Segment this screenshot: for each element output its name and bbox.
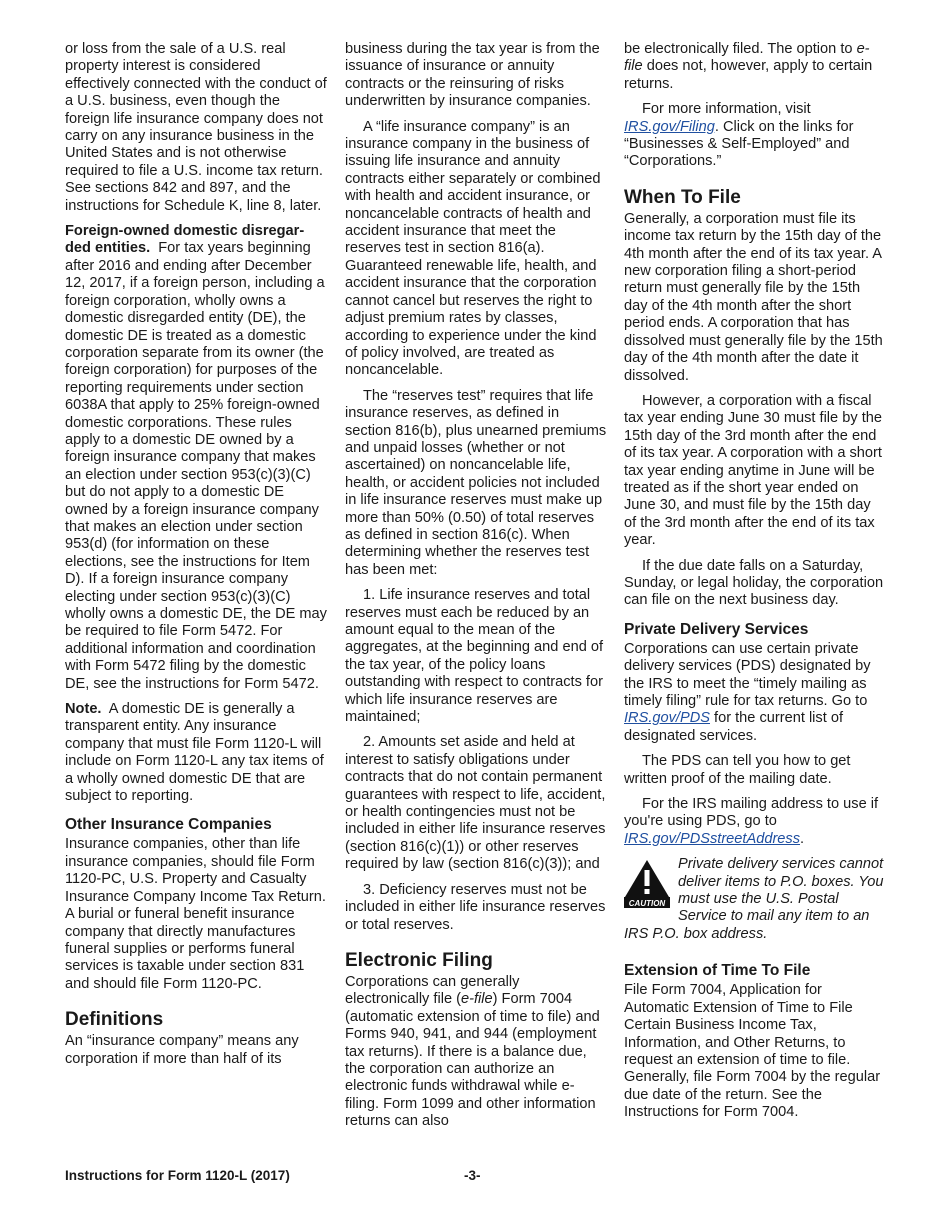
paragraph: However, a corporation with a fiscal tax year ending June 30 must file by the 15th day of the 3rd month after the end of its tax year. A corporation with a short tax year ending anytime in June will be treated as if the short year ended on June 30, and must file by the 15th day of the 3rd month after the end of its tax year. <box>624 392 882 549</box>
irs-pds-link[interactable]: IRS.gov/PDS <box>624 710 710 727</box>
paragraph: If the due date falls on a Saturday, Sunday, or legal holiday, the corporation can file on the next business day. <box>624 557 884 609</box>
section-heading: Other Insurance Companies <box>65 816 272 834</box>
paragraph: For the IRS mailing address to use if you're using PDS, go to IRS.gov/PDSstreetAddress. <box>624 796 879 847</box>
irs-pds-street-address-link[interactable]: IRS.gov/PDSstreetAddress <box>624 830 801 847</box>
paragraph: For more information, visit IRS.gov/Filing. Click on the links for “Businesses & Self-Employed” and “Corporations.” <box>624 101 854 170</box>
paragraph: Generally, a corporation must file its income tax return by the 15th day of the 4th month after the end of its tax year. A new corporation filing a short-period return must generally file by the 15th day of the 4th month after the short period ends. A corporation that has dissolved must generally file by the 15th day of the 4th month after the date it dissolved. <box>624 210 883 384</box>
paragraph: Foreign-owned domestic disregar-ded entities. For tax years beginning after 2016 and ending after December 12, 2017, if a foreign person, including a foreign corporation, wholly owns a domestic disregarded entity (DE), the domestic DE is treated as a domestic corporation separate from its owner (the foreign corporation) for purposes of the reporting requirements under section 6038A that apply to 25% foreign-owned domestic corporations. These rules apply to a domestic DE owned by a foreign insurance company that makes an election under section 953(c)(3)(C) but do not apply to a domestic DE owned by a foreign insurance company that makes an election under section 953(d) (for information on these elections, see the instructions for Item D). If a foreign insurance company electing under section 953(c)(3)(C) wholly owns a domestic DE, the DE may be required to file Form 5472. For additional information and coordination with Form 5472 filing by the domestic DE, see the instructions for Form 5472. <box>65 223 327 692</box>
paragraph: The “reserves test” requires that life insurance reserves, as defined in section 816(b), plus unearned premiums and unpaid losses (whether or not ascertained) on noncancelable life, health, or accident policies not included in life insurance reserves must make up more than 50% (0.50) of total reserves as defined in section 816(c). When determining whether the reserves test has been met: <box>345 387 607 578</box>
section-heading: Electronic Filing <box>345 949 493 971</box>
run-in-heading: Note. <box>65 701 102 718</box>
run-in-heading: Foreign-owned domestic disregar-ded entities. <box>65 223 305 257</box>
list-item: 2. Amounts set aside and held at interest to satisfy obligations under contracts that do not contain permanent guarantees with respect to life, accident, or health contingencies must not be included in either life insurance reserves (section 816(c)(1)) or other reserves required by law (section 816(c)(3)); and <box>345 734 606 873</box>
footer-form-title: Instructions for Form 1120-L (2017) <box>65 1168 290 1183</box>
irs-filing-link[interactable]: IRS.gov/Filing <box>624 118 715 135</box>
caution-text: Private delivery services cannot deliver items to P.O. boxes. You must use the U.S. Postal Service to mail any item to an IRS P.O. box address. <box>624 856 884 942</box>
list-item: 1. Life insurance reserves and total reserves must each be reduced by an amount equal to the mean of the aggregates, at the beginning and end of the tax year, of the policy loans outstanding with respect to contracts for which life insurance reserves are maintained; <box>345 587 604 726</box>
paragraph: An “insurance company” means any corporation if more than half of its <box>65 1033 299 1067</box>
paragraph: Corporations can use certain private delivery services (PDS) designated by the IRS to meet the “timely mailing as timely filing” rule for tax returns. Go to IRS.gov/PDS for the current list of designated services. <box>624 640 871 744</box>
paragraph: File Form 7004, Application for Automatic Extension of Time to File Certain Business Income Tax, Information, and Other Returns, to request an extension of time to file. Generally, file Form 7004 by the regular due date of the return. See the Instructions for Form 7004. <box>624 982 881 1121</box>
paragraph: Note. A domestic DE is generally a transparent entity. Any insurance company that must file Form 1120-L will include on Form 1120-L any tax items of a wholly owned domestic DE that are subject to reporting. <box>65 701 324 805</box>
paragraph: A “life insurance company” is an insurance company in the business of issuing life insurance and annuity contracts either separately or combined with health and accident insurance, or noncancelable contracts of health and accident insurance that meet the reserves test in section 816(a). Guaranteed renewable life, health, and accident insurance that the corporation cannot cancel but reserves the right to adjust premium rates by classes, according to experience under the kind of policy involved, are treated as noncancelable. <box>345 118 601 379</box>
column-3 <box>624 41 886 1130</box>
paragraph: Insurance companies, other than life insurance companies, should file Form 1120-PC, U.S. Property and Casualty Insurance Company Income Tax Return. A burial or funeral benefit insurance company that directly manufactures funeral supplies or performs funeral services is taxable under section 831 and should file Form 1120-PC. <box>65 836 326 992</box>
section-heading: Extension of Time To File <box>624 962 811 980</box>
paragraph: or loss from the sale of a U.S. real property interest is considered effectively connected with the conduct of a U.S. business, even though the foreign life insurance company does not carry on any insurance business in the United States and is not otherwise required to file a U.S. income tax return. See sections 842 and 897, and the instructions for Schedule K, line 8, later. <box>65 41 327 214</box>
section-heading: Definitions <box>65 1009 164 1031</box>
caution-label: CAUTION <box>628 899 666 909</box>
column-2 <box>345 41 607 1139</box>
caution-icon <box>624 859 670 909</box>
column-1 <box>65 41 327 1076</box>
paragraph: Corporations can generally electronically file (e-file) Form 7004 (automatic extension of time to file) and Forms 940, 941, and 944 (employment tax returns). If there is a balance due, the corporation can authorize an electronic funds withdrawal while e-filing. Form 1099 and other information returns can also <box>345 973 600 1130</box>
paragraph: business during the tax year is from the issuance of insurance or annuity contracts or the reinsuring of risks underwritten by insurance companies. <box>345 41 600 110</box>
paragraph: The PDS can tell you how to get written proof of the mailing date. <box>624 753 851 787</box>
page-number: -3- <box>464 1168 481 1183</box>
caution-note <box>624 856 886 943</box>
section-heading: Private Delivery Services <box>624 620 809 638</box>
list-item: 3. Deficiency reserves must not be included in either life insurance reserves or total reserves. <box>345 881 606 933</box>
paragraph: be electronically filed. The option to e-file does not, however, apply to certain returns. <box>624 41 873 92</box>
section-heading: When To File <box>624 186 741 208</box>
